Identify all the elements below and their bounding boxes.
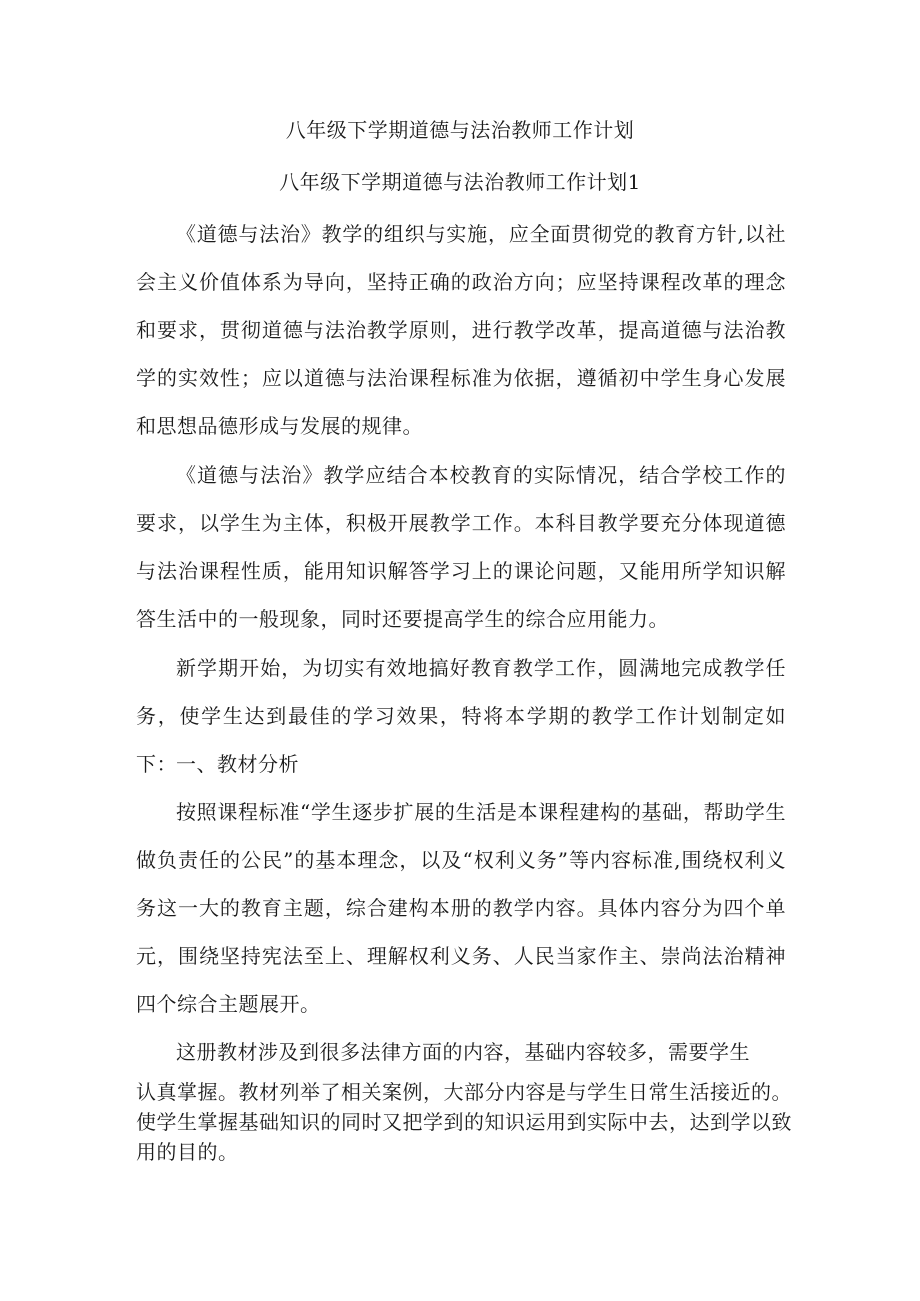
tail-line-1: 认真掌握。教材列举了相关案例，大部分内容是与学生日常生活接近的。 xyxy=(136,1080,792,1104)
tail-line-3: 用的目的。 xyxy=(136,1140,239,1164)
tail-line-2: 使学生掌握基础知识的同时又把学到的知识运用到实际中去，达到学以致 xyxy=(136,1110,792,1134)
document-title: 八年级下学期道德与法治教师工作计划 xyxy=(285,118,635,142)
paragraph-3: 新学期开始，为切实有效地搞好教育教学工作，圆满地完成教学任务，使学生达到最佳的学习效果，特将本学期的教学工作计划制定如下： xyxy=(136,656,786,776)
paragraph-4: 按照课程标准“学生逐步扩展的生活是本课程建构的基础，帮助学生做负责任的公民”的基本理念，以及“权利义务”等内容标准,围绕权利义务这一大的教育主题，综合建构本册的教学内容。具体内容分为四个单元，围绕坚持宪法至上、理解权利义务、人民当家作主、崇尚法治精神四个综合主题展开。 xyxy=(136,800,786,1016)
document-subtitle: 八年级下学期道德与法治教师工作计划1 xyxy=(279,170,641,194)
paragraph-2: 《道德与法治》教学应结合本校教育的实际情况，结合学校工作的要求，以学生为主体，积极开展教学工作。本科目教学要充分体现道德与法治课程性质，能用知识解答学习上的课论问题，又能用所学知识解答生活中的一般现象，同时还要提高学生的综合应用能力。 xyxy=(136,463,786,631)
paragraph-1: 《道德与法治》教学的组织与实施，应全面贯彻党的教育方针,以社会主义价值体系为导向，坚持正确的政治方向；应坚持课程改革的理念和要求，贯彻道德与法治教学原则，进行教学改革，提高道德与法治教学的实效性；应以道德与法治课程标准为依据，遵循初中学生身心发展和思想品德形成与发展的规律。 xyxy=(136,222,786,438)
paragraph-5: 这册教材涉及到很多法律方面的内容，基础内容较多，需要学生 xyxy=(176,1040,750,1064)
section-heading: 一、教材分析 xyxy=(176,752,299,776)
